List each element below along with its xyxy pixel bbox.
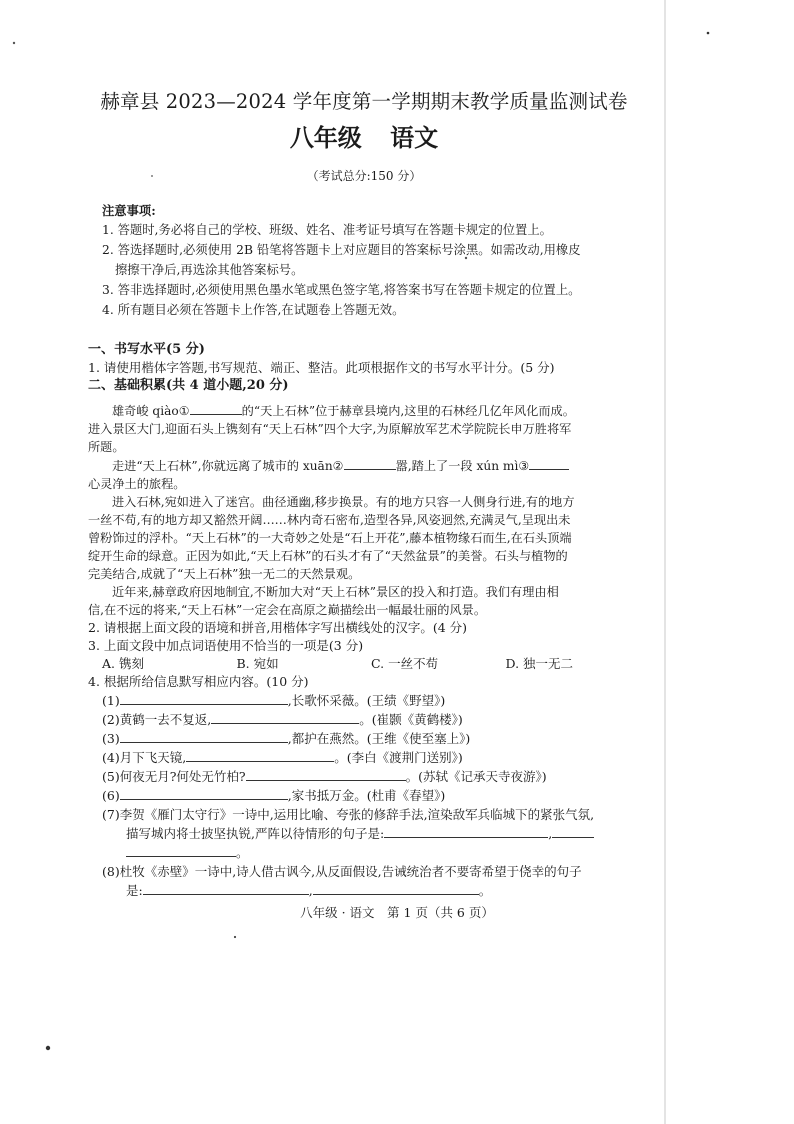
notice-heading: 注意事项: (102, 203, 156, 218)
answer-blank[interactable] (120, 786, 288, 800)
recitation-line: (7)李贺《雁门太守行》一诗中,运用比喻、夸张的修辞手法,渲染敌军兵临城下的紧张气氛, (102, 807, 595, 822)
exam-title: 赫章县 2023—2024 学年度第一学期期末教学质量监测试卷 (100, 90, 628, 113)
page-edge (664, 0, 666, 1124)
notice-block (88, 202, 640, 319)
option-d: D. 独一无二 (505, 656, 574, 671)
scan-speck (234, 936, 236, 938)
recitation-text: (1) (102, 693, 120, 708)
passage-line: 一丝不苟,有的地方却又豁然开阔……林内奇石密布,造型各异,风姿迥然,充满灵气,呈现出未 (88, 513, 571, 527)
answer-blank[interactable] (384, 824, 548, 838)
passage-line: 进入石林,宛如进入了迷宫。曲径通幽,移步换景。有的地方只容一人侧身行进,有的地方 (112, 495, 575, 509)
reading-passage (88, 401, 640, 619)
exam-subtitle (88, 118, 640, 153)
recitation-line: 是: , 。 (126, 883, 492, 898)
page-footer: 八年级 · 语文 第 1 页（共 6 页） (300, 905, 494, 920)
answer-blank[interactable] (211, 710, 359, 724)
passage-line (88, 456, 640, 475)
recitation-text: ,家书抵万金。(杜甫《春望》) (287, 788, 446, 803)
recitation-text: 。(李白《渡荆门送别》) (334, 750, 463, 765)
recitation-line (102, 710, 640, 729)
answer-blank[interactable] (246, 767, 406, 781)
answer-blank[interactable] (120, 691, 288, 705)
recitation-line: 。 (126, 843, 640, 862)
answer-blank[interactable] (126, 843, 236, 857)
recitation-line: 描写城内将士披坚执锐,严阵以待情形的句子是: , (126, 824, 640, 843)
recitation-text: (3) (102, 731, 120, 746)
scan-speck (707, 32, 710, 35)
answer-blank[interactable] (552, 824, 594, 838)
answer-blank[interactable] (529, 456, 569, 470)
notice-item: 擦擦干净后,再选涂其他答案标号。 (115, 263, 304, 277)
passage-text: 的“天上石林”位于赫章县境内,这里的石林经几亿年风化而成。 (241, 404, 575, 418)
passage-line: 所题。 (88, 440, 125, 454)
recitation-line (102, 767, 640, 786)
passage-line: 信,在不远的将来,“天上石林”一定会在高原之巅描绘出一幅最壮丽的风景。 (88, 603, 487, 617)
recitation-text: (4)月下飞天镜, (102, 750, 187, 765)
recitation-line (102, 729, 640, 748)
grade-label: 八年级 (289, 123, 362, 152)
question-1: 1. 请使用楷体字答题,书写规范、端正、整洁。此项根据作文的书写水平计分。(5 分) (88, 360, 555, 375)
question-4: 4. 根据所给信息默写相应内容。(10 分) (88, 674, 309, 689)
recitation-text: 是: (126, 883, 143, 898)
option-c: C. 一丝不苟 (371, 656, 439, 671)
answer-blank[interactable] (313, 881, 479, 895)
answer-blank[interactable] (186, 748, 334, 762)
answer-blank[interactable] (190, 401, 242, 415)
recitation-text: 。(崔颢《黄鹤楼》) (359, 712, 463, 727)
section-heading: 二、基础积累(共 4 道小题,20 分) (88, 378, 289, 393)
answer-blank[interactable] (143, 881, 309, 895)
recitation-items (88, 691, 640, 900)
recitation-line (102, 786, 640, 805)
passage-line: 心灵净土的旅程。 (88, 477, 186, 491)
passage-text: 嚣,踏上了一段 xún mì③ (395, 459, 530, 473)
recitation-text: 描写城内将士披坚执锐,严阵以待情形的句子是: (126, 826, 385, 841)
notice-item: 1. 答题时,务必将自己的学校、班级、姓名、准考证号填写在答题卡规定的位置上。 (102, 223, 552, 237)
recitation-text: 。(苏轼《记承天寺夜游》) (405, 769, 547, 784)
total-score: （考试总分:150 分） (306, 169, 422, 183)
subject-label: 语文 (390, 123, 439, 152)
notice-item: 3. 答非选择题时,必须使用黑色墨水笔或黑色签字笔,将答案书写在答题卡规定的位置上。 (102, 283, 581, 297)
recitation-line (102, 691, 640, 710)
passage-line: 曾粉饰过的浮朴。“天上石林”的一大奇妙之处是“石上开花”,藤本植物缘石而生,在石头顶端 (88, 531, 572, 545)
question-3-options (102, 655, 640, 673)
passage-line (88, 401, 640, 420)
recitation-text: (5)何夜无月?何处无竹柏? (102, 769, 246, 784)
notice-item: 2. 答选择题时,必须使用 2B 铅笔将答题卡上对应题目的答案标号涂黑。如需改动,用橡皮 (102, 243, 581, 257)
passage-line: 绽开生命的绿意。正因为如此,“天上石林”的石头才有了“天然盆景”的美誉。石头与植物的 (88, 549, 568, 563)
scan-speck (13, 42, 15, 44)
recitation-text: ,长歌怀采薇。(王绩《野望》) (287, 693, 446, 708)
passage-text: 走进“天上石林”,你就远离了城市的 xuān② (112, 459, 344, 473)
answer-blank[interactable] (344, 456, 396, 470)
passage-line: 近年来,赫章政府因地制宜,不断加大对“天上石林”景区的投入和打造。我们有理由相 (112, 585, 559, 599)
recitation-line (102, 748, 640, 767)
exam-page (88, 82, 640, 900)
question-2: 2. 请根据上面文段的语境和拼音,用楷体字写出横线处的汉字。(4 分) (88, 620, 468, 635)
recitation-line: (8)杜牧《赤壁》一诗中,诗人借古讽今,从反面假设,告诫统治者不要寄希望于侥幸的句子 (102, 864, 582, 879)
notice-item: 4. 所有题目必须在答题卡上作答,在试题卷上答题无效。 (102, 303, 405, 317)
option-b: B. 宛如 (236, 656, 279, 671)
passage-line: 进入景区大门,迎面石头上镌刻有“天上石林”四个大字,为原解放军艺术学院院长申万胜将军 (88, 422, 572, 436)
recitation-text: (2)黄鹤一去不复返, (102, 712, 212, 727)
scan-speck (46, 1046, 50, 1050)
passage-text: 雄奇峻 qiào① (112, 404, 190, 418)
passage-line: 完美结合,成就了“天上石林”独一无二的天然景观。 (88, 567, 361, 581)
section-heading: 一、书写水平(5 分) (88, 342, 205, 357)
question-3: 3. 上面文段中加点词语使用不恰当的一项是(3 分) (88, 638, 364, 653)
answer-blank[interactable] (120, 729, 288, 743)
recitation-text: (6) (102, 788, 120, 803)
option-a: A. 镌刻 (102, 656, 144, 671)
recitation-text: ,都护在燕然。(王维《使至塞上》) (287, 731, 471, 746)
